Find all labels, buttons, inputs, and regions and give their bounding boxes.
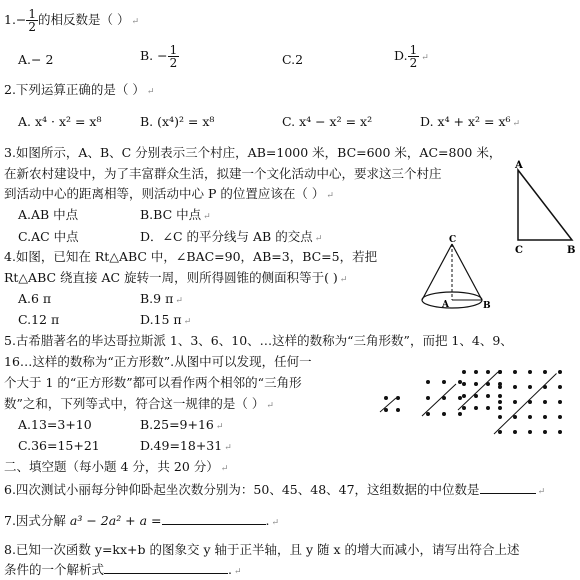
- diagonal-separator: [458, 372, 498, 410]
- diagonal-separator: [380, 398, 396, 412]
- square-dot: [513, 430, 517, 434]
- q3-option-b[interactable]: B.BC 中点 ↵: [140, 207, 211, 222]
- q4-option-c[interactable]: C.12 π: [18, 312, 60, 327]
- q5-option-c[interactable]: C.36=15+21: [18, 438, 100, 453]
- square-dot: [498, 385, 502, 389]
- square-dot: [558, 385, 562, 389]
- q5-option-d[interactable]: D.49=18+31 ↵: [140, 438, 232, 453]
- q2-option-c[interactable]: C. x⁴ − x² = x²: [282, 114, 373, 129]
- square-dot: [558, 370, 562, 374]
- q1-stem: 1.− $\frac{1}{2}$ 的相反数是（ ） ↵: [4, 7, 140, 34]
- return-icon: ↵: [339, 275, 348, 285]
- q4-label-a: A: [442, 300, 449, 310]
- q3-line-2: 在新农村建设中，为了丰富群众生活，拟建一个文化活动中心，要求这三个村庄: [4, 166, 442, 181]
- square-dot: [474, 370, 478, 374]
- return-icon: ↵: [220, 464, 229, 474]
- square-dot: [528, 430, 532, 434]
- return-icon: ↵: [537, 487, 546, 497]
- q2-stem: 2.下列运算正确的是（ ） ↵: [4, 82, 155, 97]
- square-dot: [396, 408, 400, 412]
- square-dot: [426, 412, 430, 416]
- q3-triangle: [518, 170, 572, 240]
- square-dot: [486, 370, 490, 374]
- square-dot: [462, 394, 466, 398]
- return-icon: ↵: [234, 567, 242, 577]
- square-dot: [528, 370, 532, 374]
- square-dot: [486, 394, 490, 398]
- q5-line-1: 5.古希腊著名的毕达哥拉斯派 1、3、6、10、…这样的数称为“三角形数”，而把 1、4、9、: [4, 333, 513, 348]
- return-icon: ↵: [271, 518, 280, 528]
- square-dot: [513, 400, 517, 404]
- q2-option-a[interactable]: A. x⁴ · x² = x⁸: [18, 114, 102, 129]
- q3-line-1: 3.如图所示，A、B、C 分别表示三个村庄，AB=1000 米，BC=600 米，AC=800 米，: [4, 145, 502, 160]
- q5-line-4: 数”之和，下列等式中，符合这一规律的是（ ） ↵: [4, 396, 274, 411]
- square-dot: [543, 400, 547, 404]
- return-icon: ↵: [131, 17, 140, 27]
- return-icon: ↵: [326, 191, 334, 201]
- square-dot: [543, 415, 547, 419]
- square-dot: [543, 430, 547, 434]
- q8-line-1: 8.已知一次函数 y=kx+b 的图象交 y 轴于正半轴，且 y 随 x 的增大而减小，请写出符合上述: [4, 542, 520, 557]
- return-icon: ↵: [203, 212, 211, 222]
- square-dot: [474, 382, 478, 386]
- return-icon: ↵: [512, 119, 521, 129]
- q4-line-1: 4.如图，已知在 Rt△ABC 中，∠BAC=90，AB=3，BC=5，若把: [4, 249, 378, 264]
- return-icon: ↵: [421, 53, 429, 63]
- square-dot: [498, 415, 502, 419]
- q3-label-b: B: [567, 245, 576, 256]
- q1-option-a[interactable]: A.− 2: [18, 52, 54, 67]
- q4-option-d[interactable]: D.15 π ↵: [140, 312, 192, 327]
- square-dot: [474, 406, 478, 410]
- square-dot: [384, 396, 388, 400]
- q3-label-c: C: [515, 245, 523, 256]
- square-dot: [442, 412, 446, 416]
- square-dot: [462, 382, 466, 386]
- q1-fraction: $\frac{1}{2}$: [28, 7, 37, 34]
- q3-line-3: 到活动中心的距离相等，则活动中心 P 的位置应该在（ ） ↵: [4, 186, 334, 201]
- q7-answer-blank[interactable]: [162, 512, 266, 525]
- return-icon: ↵: [224, 443, 232, 453]
- q4-cone-figure: [412, 234, 502, 314]
- square-dot: [543, 370, 547, 374]
- q4-option-b[interactable]: B.9 π ↵: [140, 291, 183, 306]
- return-icon: ↵: [183, 317, 192, 327]
- square-dot: [513, 370, 517, 374]
- q4-label-b: B: [483, 301, 491, 311]
- square-dot: [498, 430, 502, 434]
- square-dot: [458, 380, 462, 384]
- q5-line-3: 个大于 1 的“正方形数”都可以看作两个相邻的“三角形: [4, 375, 302, 390]
- q1-option-c[interactable]: C.2: [282, 52, 304, 67]
- square-dot: [498, 400, 502, 404]
- q5-line-2: 16…这样的数称为“正方形数”.从图中可以发现，任何一: [4, 354, 312, 369]
- q4-line-2: Rt△ABC 绕直接 AC 旋转一周，则所得圆锥的侧面积等于( ) ↵: [4, 270, 348, 285]
- square-dot: [558, 400, 562, 404]
- square-dot: [462, 406, 466, 410]
- q5-option-a[interactable]: A.13=3+10: [18, 417, 92, 432]
- q6-answer-blank[interactable]: [480, 481, 536, 494]
- q4-label-c: C: [449, 235, 457, 245]
- return-icon: ↵: [314, 234, 323, 244]
- q3-triangle-figure: [505, 160, 580, 260]
- return-icon: ↵: [175, 296, 183, 306]
- square-dot: [558, 430, 562, 434]
- q1-option-d[interactable]: D. $\frac{1}{2}$ ↵: [394, 43, 429, 70]
- square-dot: [498, 370, 502, 374]
- diagonal-separator: [422, 384, 456, 416]
- square-dot: [458, 396, 462, 400]
- q5-option-b[interactable]: B.25=9+16 ↵: [140, 417, 224, 432]
- square-dot: [458, 412, 462, 416]
- return-icon: ↵: [215, 422, 224, 432]
- square-dot: [528, 385, 532, 389]
- square-dot: [442, 380, 446, 384]
- square-dot: [498, 394, 502, 398]
- square-dot: [558, 415, 562, 419]
- q4-option-a[interactable]: A.6 π: [18, 291, 52, 306]
- q3-option-a[interactable]: A.AB 中点: [18, 207, 79, 222]
- q8-line-2: 条件的一个解析式 . ↵: [4, 562, 242, 577]
- square-dot: [396, 396, 400, 400]
- q3-label-a: A: [515, 160, 523, 171]
- q2-option-b[interactable]: B. (x⁴)² = x⁸: [140, 114, 215, 129]
- square-dot: [426, 380, 430, 384]
- q6-stem: 6.四次测试小丽每分钟仰卧起坐次数分别为：50、45、48、47，这组数据的中位数是 ↵: [4, 482, 546, 497]
- q3-option-c[interactable]: C.AC 中点: [18, 229, 79, 244]
- q7-stem: 7.因式分解 a³ − 2a² + a = . ↵: [4, 513, 280, 528]
- return-icon: ↵: [146, 87, 155, 97]
- square-dot: [486, 406, 490, 410]
- diagonal-separator: [494, 374, 557, 435]
- q8-answer-blank[interactable]: [104, 561, 228, 574]
- q1-option-b[interactable]: B. − $\frac{1}{2}$: [140, 43, 178, 70]
- square-dot: [426, 396, 430, 400]
- square-dot: [513, 385, 517, 389]
- section-2-title: 二、填空题（每小题 4 分，共 20 分） ↵: [4, 459, 229, 474]
- square-dot: [498, 406, 502, 410]
- q3-option-d[interactable]: D．∠C 的平分线与 AB 的交点 ↵: [140, 229, 323, 244]
- square-dot: [528, 415, 532, 419]
- return-icon: ↵: [266, 401, 274, 411]
- q5-dots-figure: [376, 368, 576, 458]
- q2-option-d[interactable]: D. x⁴ + x² = x⁶ ↵: [420, 114, 521, 129]
- square-dot: [462, 370, 466, 374]
